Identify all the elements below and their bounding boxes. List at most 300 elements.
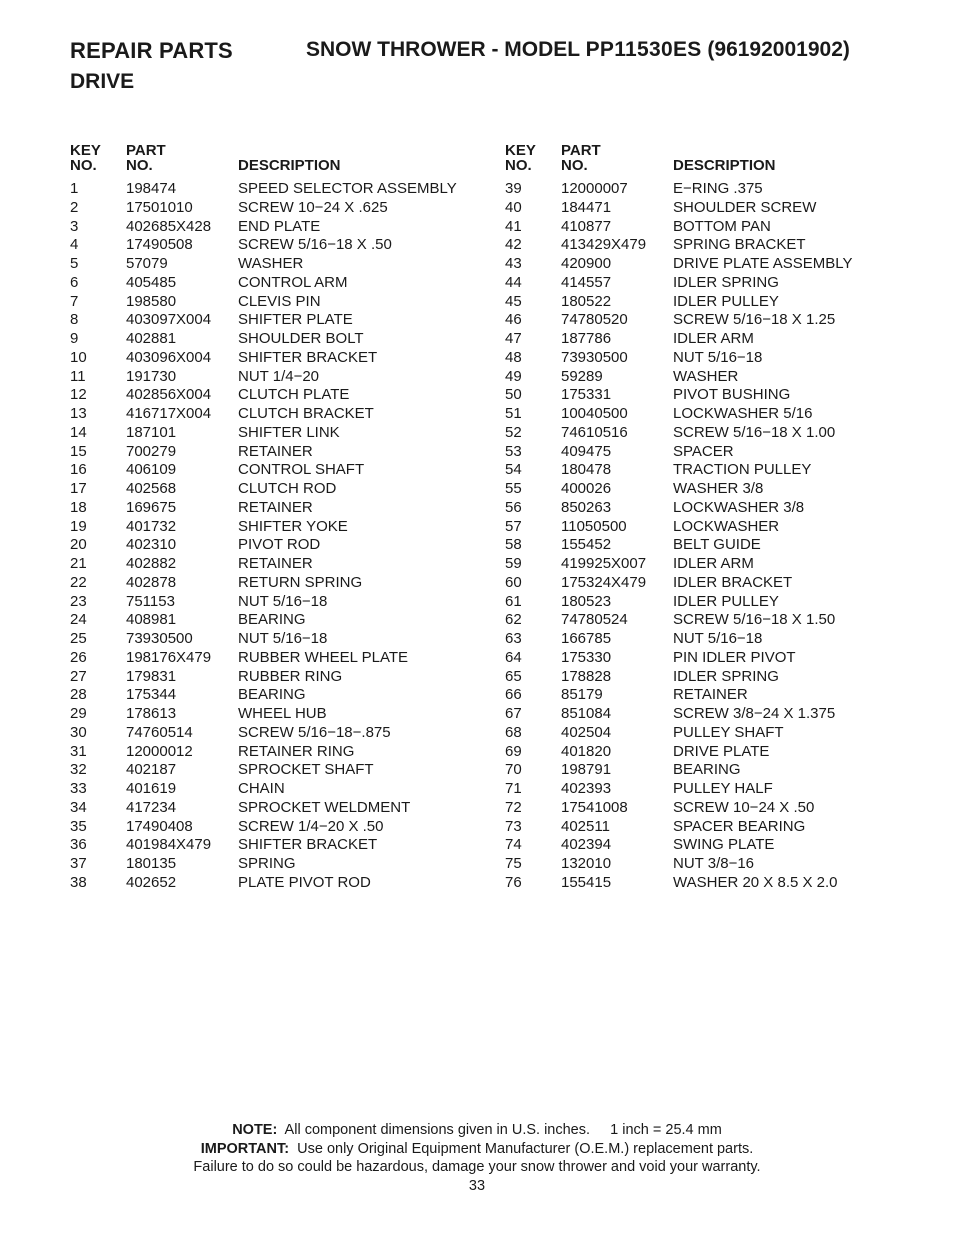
part-no: 17490408 [126,817,193,835]
part-description: SHIFTER YOKE [238,517,348,535]
part-no: 74780524 [561,611,628,629]
key-header-line1: KEY [505,142,536,159]
key-no: 74 [505,836,522,854]
page-footer [0,1121,954,1195]
parts-row [505,330,905,349]
part-no: 198474 [126,180,177,197]
part-description: RETAINER [673,686,748,704]
part-description: RUBBER RING [238,667,343,685]
parts-row [70,330,470,349]
part-no: 416717X004 [126,405,212,422]
key-no: 26 [70,648,87,666]
part-no: 12000012 [126,742,193,760]
key-no: 32 [70,761,87,779]
part-description: NUT 5/16−18 [238,592,328,610]
part-description: SCREW 5/16−18−.875 [238,723,391,741]
parts-row [505,818,905,837]
part-no: 198580 [126,292,177,310]
parts-row [70,255,470,274]
key-no: 3 [70,217,79,235]
key-no: 38 [70,873,87,891]
part-no: 179831 [126,667,177,685]
parts-row [70,855,470,874]
parts-row [505,686,905,705]
part-description: BELT GUIDE [673,536,761,554]
parts-row [505,874,905,893]
part-header-line2: NO. [561,157,588,174]
note-label: NOTE: [232,1122,278,1138]
key-no: 28 [70,686,87,704]
part-description: RUBBER WHEEL PLATE [238,648,409,666]
model-code: (96192001902) [707,38,850,61]
important-label: IMPORTANT: [200,1140,290,1157]
parts-row [505,649,905,668]
key-no: 57 [505,517,522,535]
part-no: 180478 [561,461,612,479]
part-description: SHIFTER BRACKET [238,348,378,366]
part-description: RETURN SPRING [238,573,363,591]
part-no: 417234 [126,798,177,816]
key-no: 16 [70,461,87,479]
part-description: NUT 5/16−18 [673,348,763,366]
parts-row [505,424,905,443]
part-no: 17541008 [561,798,628,816]
part-no: 402685X428 [126,217,212,235]
key-no: 58 [505,536,522,554]
part-no: 851084 [561,705,612,722]
part-description: TRACTION PULLEY [673,461,812,479]
part-no: 198176X479 [126,648,212,666]
part-no: 403096X004 [126,348,212,366]
parts-row [70,311,470,330]
part-description: RETAINER [238,498,313,516]
parts-list-left [70,180,470,893]
part-description: CLUTCH BRACKET [238,405,374,422]
parts-row [70,236,470,255]
parts-row [505,255,905,274]
part-description: SPROCKET WELDMENT [238,798,411,816]
key-no: 71 [505,780,522,797]
part-description: WHEEL HUB [238,705,327,722]
part-description: PIN IDLER PIVOT [673,648,796,666]
part-description: SPROCKET SHAFT [238,761,374,779]
part-description: SHIFTER LINK [238,423,340,441]
part-description: RETAINER RING [238,742,355,760]
part-no: 402393 [561,780,612,797]
part-no: 85179 [561,686,603,704]
parts-row [70,611,470,630]
key-no: 66 [505,686,522,704]
part-description: BEARING [238,611,306,629]
key-no: 60 [505,573,522,591]
part-description: LOCKWASHER 3/8 [673,498,805,516]
key-no: 52 [505,423,522,441]
key-no: 51 [505,405,522,422]
parts-row [70,218,470,237]
part-description: PLATE PIVOT ROD [238,873,371,891]
parts-row [505,855,905,874]
parts-row [505,743,905,762]
key-no: 42 [505,236,522,254]
key-no: 43 [505,255,522,272]
header-title-line [70,36,930,66]
part-no: 12000007 [561,180,628,197]
key-no: 35 [70,817,87,835]
key-no: 34 [70,798,87,816]
part-no: 169675 [126,498,177,516]
key-no: 12 [70,386,87,404]
part-description: SCREW 5/16−18 X 1.00 [673,423,836,441]
parts-row [70,724,470,743]
part-no: 180522 [561,292,612,310]
part-header-line1: PART [126,142,166,159]
part-description: WASHER 20 X 8.5 X 2.0 [673,873,838,891]
column-header [70,143,470,176]
parts-row [70,274,470,293]
part-description: CLUTCH ROD [238,480,337,497]
key-no: 17 [70,480,87,497]
important-text: Use only Original Equipment Manufacturer (O.E.M.) replacement parts. [289,1140,754,1157]
part-no: 401820 [561,742,612,760]
part-no: 414557 [561,273,612,291]
parts-row [505,705,905,724]
key-no: 70 [505,761,522,779]
key-no: 24 [70,611,87,629]
parts-row [70,199,470,218]
part-description: CLEVIS PIN [238,292,321,310]
part-description: IDLER SPRING [673,273,779,291]
key-no: 33 [70,780,87,797]
part-no: 420900 [561,255,612,272]
note-line [0,1121,954,1140]
part-description: SPRING [238,855,296,872]
model-prefix: SNOW THROWER - MODEL [306,38,586,61]
key-no: 22 [70,573,87,591]
key-no: 21 [70,555,87,572]
part-no: 17490508 [126,236,193,254]
parts-row [70,480,470,499]
part-no: 175331 [561,386,612,404]
parts-row [505,311,905,330]
part-no: 184471 [561,198,612,216]
key-no: 30 [70,723,87,741]
key-no: 31 [70,742,87,760]
part-description: IDLER PULLEY [673,292,779,310]
parts-row [505,386,905,405]
part-description: SCREW 5/16−18 X 1.50 [673,611,836,629]
part-description: LOCKWASHER [673,517,780,535]
warning-line: Failure to do so could be hazardous, damage your snow thrower and void your warranty. [193,1159,761,1175]
parts-column-right [505,143,905,893]
parts-row [70,743,470,762]
key-no: 5 [70,255,79,272]
parts-row [505,443,905,462]
key-no: 46 [505,311,522,329]
key-no: 29 [70,705,87,722]
repair-parts-title: REPAIR PARTS [70,38,233,63]
parts-row [505,199,905,218]
parts-row [505,536,905,555]
key-no: 64 [505,648,522,666]
part-no: 406109 [126,461,177,479]
part-description: WASHER [238,255,304,272]
part-no: 402881 [126,330,177,347]
part-no: 132010 [561,855,612,872]
key-no: 13 [70,405,87,422]
part-header-line1: PART [561,142,601,159]
parts-row [70,818,470,837]
note-text: All component dimensions given in U.S. inches. 1 inch = 25.4 mm [277,1122,722,1138]
parts-row [505,555,905,574]
key-no: 76 [505,873,522,891]
parts-row [505,668,905,687]
key-header-line2: NO. [70,157,97,174]
part-description: SHIFTER BRACKET [238,836,378,854]
part-no: 10040500 [561,405,628,422]
part-description: E−RING .375 [673,180,763,197]
parts-row [505,461,905,480]
key-no: 39 [505,180,522,197]
part-description: IDLER BRACKET [673,573,793,591]
parts-row [505,349,905,368]
part-description: SHIFTER PLATE [238,311,353,329]
parts-row [70,686,470,705]
description-header: DESCRIPTION [238,157,341,174]
part-description: DRIVE PLATE ASSEMBLY [673,255,853,272]
part-description: SCREW 10−24 X .50 [673,798,815,816]
part-no: 17501010 [126,198,193,216]
key-no: 18 [70,498,87,516]
part-description: SCREW 3/8−24 X 1.375 [673,705,836,722]
part-no: 155415 [561,873,612,891]
part-no: 73930500 [126,630,193,647]
part-no: 74610516 [561,423,628,441]
part-no: 74780520 [561,311,628,329]
key-no: 9 [70,330,79,347]
part-no: 402310 [126,536,177,554]
parts-row [505,518,905,537]
key-no: 8 [70,311,79,329]
parts-row [505,724,905,743]
part-no: 413429X479 [561,236,647,254]
part-description: CLUTCH PLATE [238,386,350,404]
parts-row [505,293,905,312]
key-no: 44 [505,273,522,291]
parts-row [70,874,470,893]
key-no: 7 [70,292,79,310]
part-no: 11050500 [561,517,627,535]
part-description: BEARING [238,686,306,704]
parts-row [70,461,470,480]
key-no: 36 [70,836,87,854]
key-no: 55 [505,480,522,497]
key-no: 53 [505,442,522,460]
key-no: 73 [505,817,522,835]
part-no: 402856X004 [126,386,212,404]
part-no: 402394 [561,836,612,854]
key-no: 40 [505,198,522,216]
key-no: 2 [70,198,79,216]
part-header-line2: NO. [126,157,153,174]
column-header [505,143,905,176]
parts-row [505,593,905,612]
key-no: 68 [505,723,522,741]
key-no: 37 [70,855,87,872]
part-no: 180523 [561,592,612,610]
key-no-header [70,143,120,173]
key-no: 10 [70,348,87,366]
part-no-header [561,143,661,173]
part-no: 400026 [561,480,612,497]
part-description: PIVOT BUSHING [673,386,791,404]
part-description: IDLER ARM [673,555,754,572]
key-no: 23 [70,592,87,610]
parts-row [70,368,470,387]
key-no: 49 [505,367,522,385]
parts-row [505,274,905,293]
key-no: 72 [505,798,522,816]
parts-row [70,499,470,518]
parts-row [505,218,905,237]
part-no: 175330 [561,648,612,666]
key-no: 45 [505,292,522,310]
parts-row [505,405,905,424]
key-no: 19 [70,517,87,535]
part-description: WASHER [673,367,739,385]
part-description: SHOULDER BOLT [238,330,364,347]
key-no: 67 [505,705,522,722]
model-title [306,38,850,62]
part-no: 409475 [561,442,612,460]
part-no: 401732 [126,517,177,535]
part-description: NUT 1/4−20 [238,367,320,385]
part-description: SPEED SELECTOR ASSEMBLY [238,180,457,197]
parts-row [505,236,905,255]
key-no: 6 [70,273,79,291]
key-no: 59 [505,555,522,572]
parts-row [505,780,905,799]
part-description: CHAIN [238,780,285,797]
parts-row [70,405,470,424]
part-no: 59289 [561,367,603,385]
key-no: 4 [70,236,79,254]
parts-row [70,780,470,799]
part-description: IDLER PULLEY [673,592,779,610]
model-number: PP11530ES [585,38,702,61]
part-description: SPACER BEARING [673,817,806,835]
part-no: 419925X007 [561,555,647,572]
part-no: 187786 [561,330,612,347]
parts-row [505,611,905,630]
part-description: WASHER 3/8 [673,480,764,497]
parts-row [70,180,470,199]
part-no: 402187 [126,761,177,779]
part-description: NUT 3/8−16 [673,855,755,872]
parts-row [70,705,470,724]
key-no: 63 [505,630,522,647]
part-no: 401619 [126,780,177,797]
part-no: 178828 [561,667,612,685]
part-description: PIVOT ROD [238,536,321,554]
parts-column-left [70,143,470,893]
page-number: 33 [468,1177,486,1194]
parts-row [70,536,470,555]
part-description: SWING PLATE [673,836,775,854]
key-no: 69 [505,742,522,760]
part-description: RETAINER [238,442,313,460]
parts-row [70,799,470,818]
part-no: 74760514 [126,723,193,741]
parts-row [70,349,470,368]
part-description: SHOULDER SCREW [673,198,817,216]
part-no: 401984X479 [126,836,212,854]
part-no-header [126,143,226,173]
parts-row [70,593,470,612]
part-description: BOTTOM PAN [673,217,771,235]
parts-row [70,443,470,462]
part-description: NUT 5/16−18 [673,630,763,647]
key-no: 61 [505,592,522,610]
part-no: 178613 [126,705,177,722]
part-description: PULLEY SHAFT [673,723,784,741]
parts-row [70,574,470,593]
part-description: RETAINER [238,555,313,572]
part-description: LOCKWASHER 5/16 [673,405,813,422]
key-no: 41 [505,217,522,235]
parts-row [70,649,470,668]
part-no: 402882 [126,555,177,572]
part-no: 155452 [561,536,612,554]
key-no: 75 [505,855,522,872]
part-no: 166785 [561,630,612,647]
part-no: 175344 [126,686,177,704]
part-no: 403097X004 [126,311,212,329]
key-no: 25 [70,630,87,647]
part-description: IDLER SPRING [673,667,779,685]
parts-row [505,368,905,387]
parts-row [505,574,905,593]
key-no: 47 [505,330,522,347]
page-header [70,36,930,93]
key-no: 20 [70,536,87,554]
parts-row [505,761,905,780]
part-no: 180135 [126,855,177,872]
parts-row [70,761,470,780]
important-line [0,1140,954,1159]
parts-row [70,836,470,855]
part-no: 410877 [561,217,612,235]
part-description: SCREW 10−24 X .625 [238,198,388,216]
section-title: DRIVE [70,70,135,93]
key-no: 50 [505,386,522,404]
part-no: 187101 [126,423,177,441]
parts-row [505,180,905,199]
part-description: NUT 5/16−18 [238,630,328,647]
part-no: 850263 [561,498,612,516]
part-description: SPACER [673,442,734,460]
parts-list-right [505,180,905,893]
parts-row [505,499,905,518]
part-no: 405485 [126,273,177,291]
part-no: 402511 [561,817,610,835]
description-header: DESCRIPTION [673,157,776,174]
part-description: SCREW 1/4−20 X .50 [238,817,384,835]
part-no: 57079 [126,255,168,272]
key-no: 62 [505,611,522,629]
part-no: 751153 [126,592,175,610]
parts-row [70,668,470,687]
parts-row [70,518,470,537]
